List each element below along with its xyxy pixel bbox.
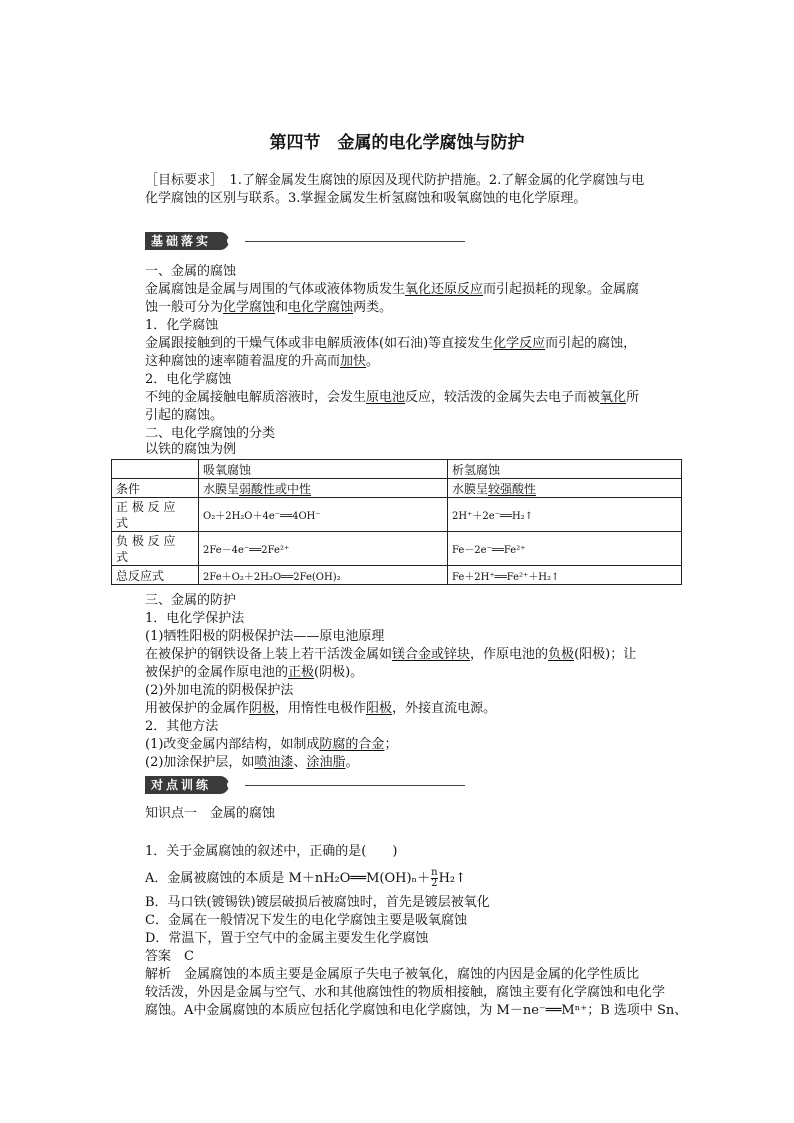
page-title: 第四节 金属的电化学腐蚀与防护 — [269, 133, 525, 153]
s1-heading: 一、金属的腐蚀 — [145, 264, 237, 279]
table-cell: 2Fe＋O₂＋2H₂O══2Fe(OH)₂ — [199, 566, 448, 585]
table-row — [112, 532, 682, 566]
banner-rule — [245, 241, 465, 242]
table-row — [112, 566, 682, 585]
s3-method-2: (2)外加电流的阴极保护法 — [145, 683, 294, 698]
option-b: B．马口铁(镀锡铁)镀层破损后被腐蚀时，首先是镀层被氧化 — [145, 895, 490, 910]
s1-electro-line-2: 引起的腐蚀。 — [145, 408, 224, 423]
question-1: 1．关于金属腐蚀的叙述中，正确的是( ) — [145, 844, 398, 859]
knowledge-point: 知识点一 金属的腐蚀 — [145, 806, 276, 821]
table-row — [112, 460, 682, 479]
s3-method-1-line-1: 在被保护的钢铁设备上装上若干活泼金属如镁合金或锌块，作原电池的负极(阳极)；让 — [145, 647, 637, 662]
s1-chem-line-1: 金属跟接触到的干燥气体或非电解质液体(如石油)等直接发生化学反应而引起的腐蚀， — [145, 336, 637, 351]
s1-chem-line-2: 这种腐蚀的速率随着温度的升高而加快。 — [145, 354, 380, 369]
s3-heading: 三、金属的防护 — [145, 593, 237, 608]
s1-sub-2: 2．电化学腐蚀 — [145, 372, 232, 387]
table-row-label: 正 极 反 应 式 — [112, 498, 199, 532]
s3-sub-1: 1．电化学保护法 — [145, 611, 245, 626]
table-cell: 2H⁺＋2e⁻══H₂↑ — [448, 498, 682, 532]
s3-method-1: (1)牺牲阳极的阴极保护法——原电池原理 — [145, 629, 385, 644]
table-row — [112, 498, 682, 532]
table-cell: 2Fe－4e⁻══2Fe²⁺ — [199, 532, 448, 566]
table-cell: Fe－2e⁻══Fe²⁺ — [448, 532, 682, 566]
table-cell: 水膜呈弱酸性或中性 — [199, 479, 448, 498]
table-row — [112, 479, 682, 498]
option-a: A．金属被腐蚀的本质是 M＋nH₂O══M(OH)ₙ＋ $\frac{n}{2}$ H₂↑ — [145, 867, 467, 889]
s1-sub-1: 1．化学腐蚀 — [145, 318, 219, 333]
banner-dot-icon — [227, 781, 235, 789]
table-cell: O₂＋2H₂O＋4e⁻══4OH⁻ — [199, 498, 448, 532]
s3-method-2-line: 用被保护的金属作阴极，用惰性电极作阳极，外接直流电源。 — [145, 701, 497, 716]
banner-dot-icon — [227, 237, 235, 245]
section-banner-training — [145, 776, 465, 794]
option-c: C．金属在一般情况下发生的电化学腐蚀主要是吸氧腐蚀 — [145, 913, 467, 928]
banner-label: 对点训练 — [145, 776, 229, 794]
s1-line-2: 蚀一般可分为化学腐蚀和电化学腐蚀两类。 — [145, 300, 393, 315]
table-cell — [112, 460, 199, 479]
s2-heading: 二、电化学腐蚀的分类 — [145, 426, 276, 441]
option-d: D．常温下，置于空气中的金属主要发生化学腐蚀 — [145, 931, 429, 946]
table-row-label: 条件 — [112, 479, 199, 498]
answer: 答案 C — [145, 949, 194, 964]
table-cell: 水膜呈较强酸性 — [448, 479, 682, 498]
s1-electro-line-1: 不纯的金属接触电解质溶液时，会发生原电池反应，较活泼的金属失去电子而被氧化所 — [145, 390, 640, 405]
explanation-line-1: 解析 金属腐蚀的本质主要是金属原子失电子被氧化，腐蚀的内因是金属的化学性质比 — [145, 967, 640, 982]
banner-rule — [245, 785, 465, 786]
table-header-hydrogen: 析氢腐蚀 — [448, 460, 682, 479]
banner-label: 基础落实 — [145, 232, 229, 250]
table-cell: Fe＋2H⁺══Fe²⁺＋H₂↑ — [448, 566, 682, 585]
explanation-line-2: 较活泼，外因是金属与空气、水和其他腐蚀性的物质相接触，腐蚀主要有化学腐蚀和电化学 — [145, 985, 666, 1000]
explanation-line-3: 腐蚀。A中金属腐蚀的本质应包括化学腐蚀和电化学腐蚀，为 M－ne⁻══Mⁿ⁺；B 选项中 Sn、 — [145, 1003, 688, 1018]
table-row-label: 负 极 反 应 式 — [112, 532, 199, 566]
s3-sub-2: 2．其他方法 — [145, 719, 219, 734]
table-row-label: 总反应式 — [112, 566, 199, 585]
goals-line-1: ［目标要求］ 1.了解金属发生腐蚀的原因及现代防护措施。2.了解金属的化学腐蚀与电 — [145, 173, 645, 188]
table-header-oxygen: 吸氧腐蚀 — [199, 460, 448, 479]
s1-line-1: 金属腐蚀是金属与周围的气体或液体物质发生氧化还原反应而引起损耗的现象。金属腐 — [145, 282, 640, 297]
s2-sub: 以铁的腐蚀为例 — [145, 442, 237, 457]
goals-line-2: 化学腐蚀的区别与联系。3.掌握金属发生析氢腐蚀和吸氧腐蚀的电化学原理。 — [145, 191, 587, 206]
corrosion-table — [111, 459, 682, 585]
section-banner-basics — [145, 232, 465, 250]
s3-other-2: (2)加涂保护层，如喷油漆、涂油脂。 — [145, 755, 359, 770]
s3-method-1-line-2: 被保护的金属作原电池的正极(阴极)。 — [145, 665, 364, 680]
s3-other-1: (1)改变金属内部结构，如制成防腐的合金； — [145, 737, 398, 752]
